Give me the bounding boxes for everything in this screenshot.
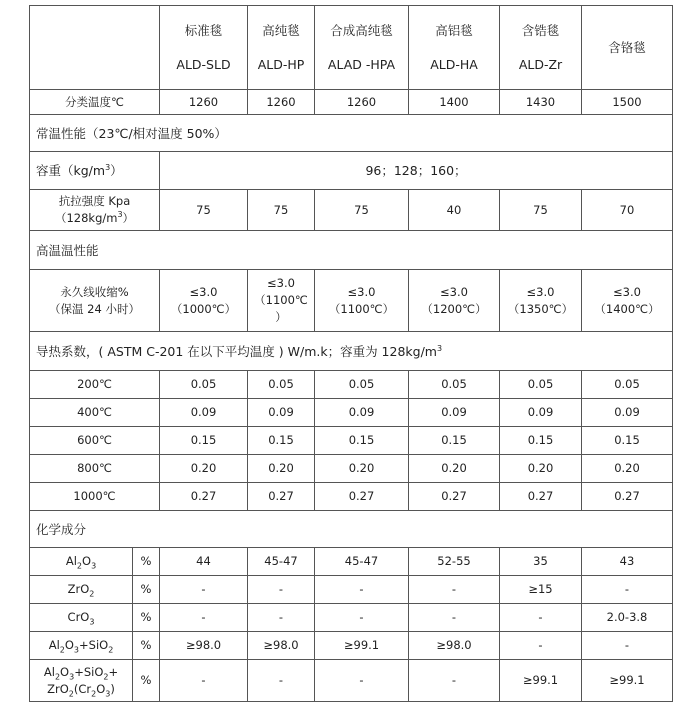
value-cell: - [160,576,248,604]
unit-cell: % [133,660,160,702]
value-cell: 0.15 [582,427,673,455]
value-cell: 1260 [248,90,315,115]
temp-label: 800℃ [30,455,160,483]
conductivity-row [30,399,673,427]
value-cell: ≥99.1 [500,660,582,702]
unit-cell: % [133,632,160,660]
value-cell: 1260 [160,90,248,115]
value-cell: - [500,632,582,660]
value-cell: 1500 [582,90,673,115]
temp-label: 600℃ [30,427,160,455]
density-value: 96；128；160； [160,152,673,190]
value-cell: 44 [160,548,248,576]
product-header: 合成高纯毯 ALAD -HPA [315,6,409,90]
value-cell: 43 [582,548,673,576]
value-cell: 0.09 [160,399,248,427]
section-row [30,332,673,371]
temp-label: 400℃ [30,399,160,427]
conductivity-row [30,455,673,483]
value-cell: 0.05 [160,371,248,399]
formula-label: CrO$_3$ [30,604,133,632]
product-header: 含铬毯 [582,6,673,90]
value-cell: - [248,576,315,604]
value-cell: - [315,604,409,632]
value-cell: - [160,660,248,702]
value-cell: 0.15 [315,427,409,455]
value-cell: 0.09 [409,399,500,427]
unit-cell: % [133,576,160,604]
value-cell: 0.20 [315,455,409,483]
row-label: 抗拉强度 Kpa $(128kg/m^3)$ [30,190,160,231]
value-cell: - [160,604,248,632]
product-header: 高铝毯 ALD-HA [409,6,500,90]
value-cell: 35 [500,548,582,576]
conductivity-row [30,371,673,399]
value-cell: ≤3.0 （1100℃） [315,270,409,332]
value-cell: - [500,604,582,632]
unit-cell: % [133,604,160,632]
row-label: 分类温度℃ [30,90,160,115]
value-cell: - [315,660,409,702]
section-title: 高温温性能 [30,231,673,270]
value-cell: 45-47 [248,548,315,576]
value-cell: 0.20 [500,455,582,483]
value-cell: 40 [409,190,500,231]
value-cell: 0.09 [248,399,315,427]
value-cell: 0.05 [500,371,582,399]
value-cell: ≥98.0 [409,632,500,660]
formula-label: $Al_2O_3+SiO_2+$ $ZrO_2(Cr_2O_3)$ [30,660,133,702]
value-cell: 0.27 [409,483,500,511]
value-cell: 0.27 [582,483,673,511]
density-row [30,152,673,190]
value-cell: 0.09 [500,399,582,427]
formula-label: $Al_2O_3$ [30,548,133,576]
value-cell: 0.15 [160,427,248,455]
value-cell: 75 [500,190,582,231]
value-cell: - [582,632,673,660]
value-cell: ≤3.0 （1350℃） [500,270,582,332]
value-cell: 70 [582,190,673,231]
value-cell: ≤3.0 （1400℃） [582,270,673,332]
value-cell: 0.20 [248,455,315,483]
value-cell: ≤3.0 （1100℃ ） [248,270,315,332]
spec-table [29,5,673,702]
value-cell: 0.09 [582,399,673,427]
row-label: 永久线收缩% （保温 24 小时） [30,270,160,332]
value-cell: 0.20 [582,455,673,483]
chemical-row [30,604,673,632]
value-cell: 0.27 [160,483,248,511]
product-header: 标准毯 ALD-SLD [160,6,248,90]
section-title: 常温性能（23℃/相对温度 50%） [30,115,673,152]
value-cell: - [409,660,500,702]
value-cell: 0.05 [248,371,315,399]
row-label: 容重$(kg/m^3)$ [30,152,160,190]
conductivity-row [30,483,673,511]
value-cell: 75 [315,190,409,231]
product-header: 高纯毯 ALD-HP [248,6,315,90]
section-row [30,115,673,152]
chemical-row [30,576,673,604]
value-cell: 0.27 [315,483,409,511]
value-cell: ≥99.1 [315,632,409,660]
value-cell: 0.27 [248,483,315,511]
value-cell: 0.09 [315,399,409,427]
value-cell: ≤3.0 （1200℃） [409,270,500,332]
product-header: 含锆毯 ALD-Zr [500,6,582,90]
header-row [30,6,673,90]
value-cell: 0.15 [500,427,582,455]
value-cell: ≥99.1 [582,660,673,702]
value-cell: ≥15 [500,576,582,604]
value-cell: - [409,604,500,632]
value-cell: ≥98.0 [248,632,315,660]
shrinkage-row [30,270,673,332]
value-cell: 0.15 [248,427,315,455]
section-row [30,511,673,548]
unit-cell: % [133,548,160,576]
value-cell: 1400 [409,90,500,115]
value-cell: ≤3.0 （1000℃） [160,270,248,332]
value-cell: 2.0-3.8 [582,604,673,632]
value-cell: 45-47 [315,548,409,576]
value-cell: - [582,576,673,604]
value-cell: - [315,576,409,604]
temp-label: 1000℃ [30,483,160,511]
value-cell: 1260 [315,90,409,115]
value-cell: 0.20 [160,455,248,483]
corner-cell [30,6,160,90]
value-cell: 75 [160,190,248,231]
value-cell: 0.05 [582,371,673,399]
value-cell: 0.05 [409,371,500,399]
value-cell: 0.05 [315,371,409,399]
section-row [30,231,673,270]
value-cell: 0.27 [500,483,582,511]
tensile-row [30,190,673,231]
value-cell: - [409,576,500,604]
value-cell: - [248,604,315,632]
value-cell: 0.15 [409,427,500,455]
value-cell: ≥98.0 [160,632,248,660]
conductivity-row [30,427,673,455]
formula-label: $Al_2O_3+SiO_2$ [30,632,133,660]
section-title: 导热系数，( ASTM C-201 在以下平均温度 ) W/m.k；容重为 $128kg/m^3$ [30,332,673,371]
value-cell: 52-55 [409,548,500,576]
value-cell: - [248,660,315,702]
chemical-row [30,548,673,576]
value-cell: 0.20 [409,455,500,483]
classification-row [30,90,673,115]
temp-label: 200℃ [30,371,160,399]
section-title: 化学成分 [30,511,673,548]
value-cell: 1430 [500,90,582,115]
formula-label: ZrO$_2$ [30,576,133,604]
chemical-row [30,632,673,660]
value-cell: 75 [248,190,315,231]
chemical-row [30,660,673,702]
